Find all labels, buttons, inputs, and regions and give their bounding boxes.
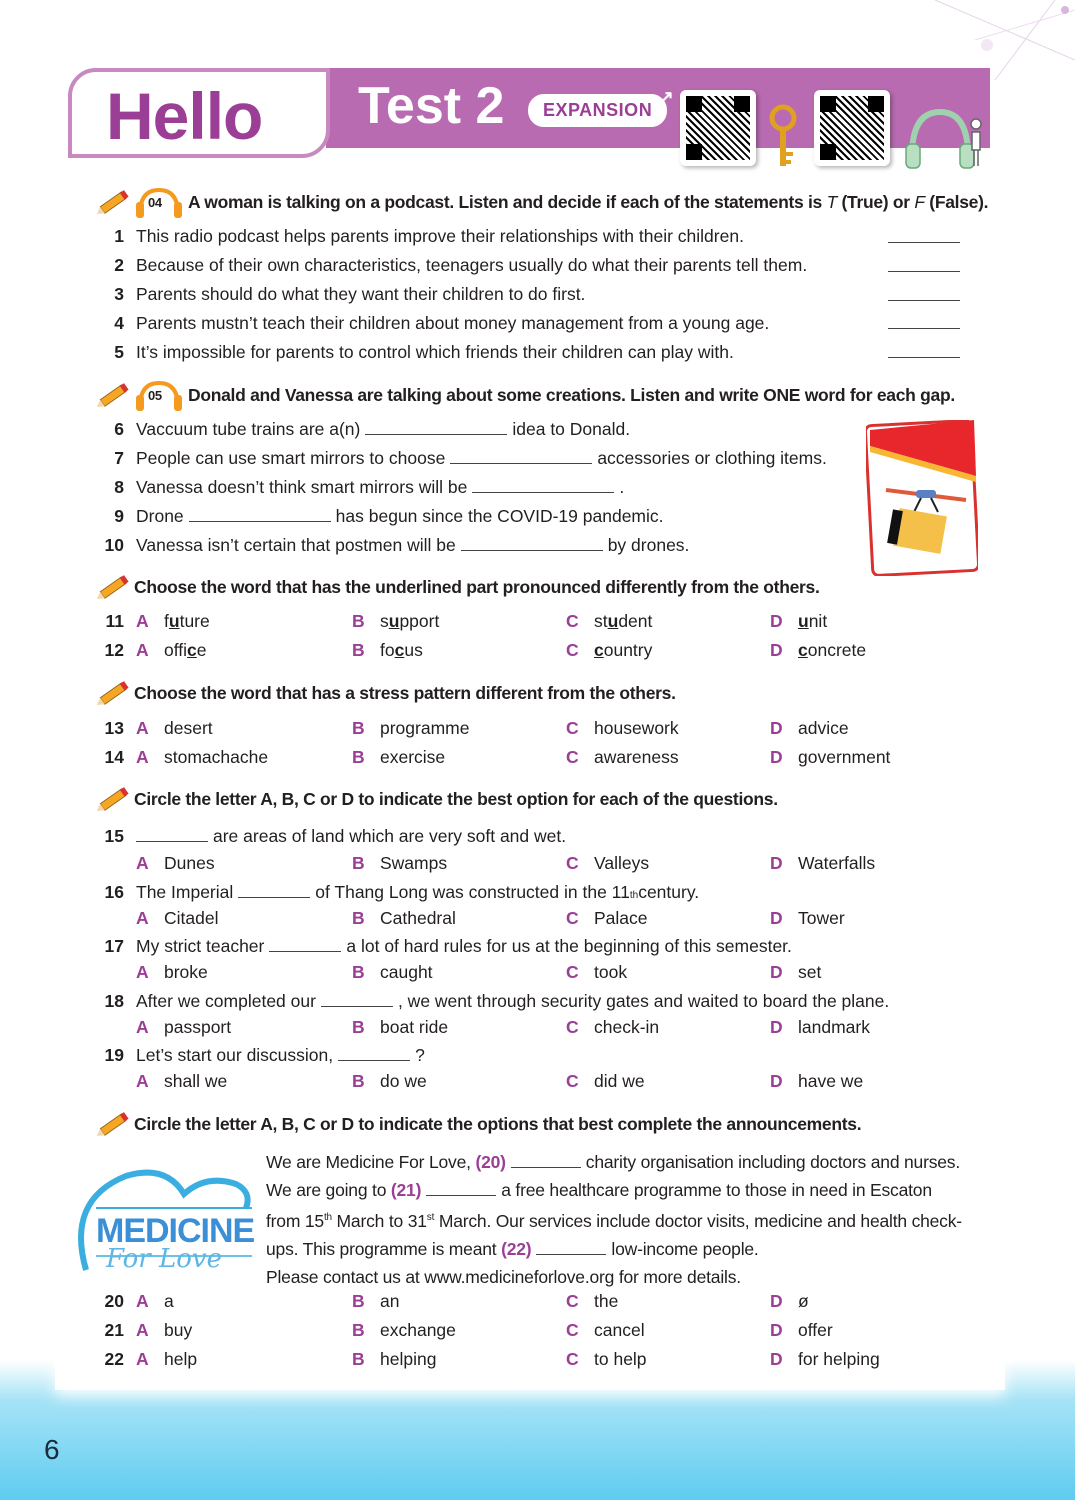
question-row: 13 A desert B programme C housework D advice <box>104 718 849 738</box>
key-icon[interactable] <box>768 104 798 170</box>
answer-blank[interactable] <box>450 450 592 464</box>
page-header <box>68 68 990 160</box>
option-b[interactable]: B helping <box>352 1349 437 1369</box>
audio-track-badge[interactable] <box>134 379 184 411</box>
option-b[interactable]: B exercise <box>352 747 446 767</box>
options-row <box>100 1017 1000 1041</box>
option-d[interactable]: D offer <box>770 1320 833 1340</box>
question-row: 14 A stomachache B exercise C awareness D government <box>104 747 891 767</box>
option-b[interactable]: B exchange <box>352 1320 456 1340</box>
section-5-heading <box>96 784 778 814</box>
answer-blank[interactable] <box>511 1154 581 1168</box>
qr-code-icon[interactable] <box>814 90 890 166</box>
answer-blank[interactable] <box>888 328 960 329</box>
section-2-heading <box>96 379 955 411</box>
instruction-text: Donald and Vanessa are talking about some creations. Listen and write ONE word for each gap. <box>188 384 955 405</box>
option-b[interactable]: B fo c us <box>352 640 423 660</box>
answer-blank[interactable] <box>461 537 603 551</box>
answer-blank[interactable] <box>426 1182 496 1196</box>
option-a[interactable]: A desert <box>136 718 213 738</box>
answer-blank[interactable] <box>136 828 208 842</box>
option-a[interactable]: A buy <box>136 1320 193 1340</box>
pencil-icon <box>96 187 132 217</box>
expansion-badge <box>528 87 675 127</box>
announcement-text: We are Medicine For Love, (20) charity organisation including doctors and nurses. We are going to (21) a free healthcare programme to those in need in Escaton from 15th March to 31st March. Our services include doctor visits, medicine and health check- ups. This programme is meant (22) low-income people. Please contact us at www.medicineforlove.org for more details. <box>266 1152 962 1287</box>
answer-blank[interactable] <box>238 884 310 898</box>
answer-blank[interactable] <box>888 271 960 272</box>
answer-blank[interactable] <box>338 1047 410 1061</box>
question-row: 4 Parents mustn’t teach their children about money management from a young age. <box>114 313 770 333</box>
pencil-icon <box>96 678 132 708</box>
question-row: 20 A a B an C the D ø <box>104 1291 809 1311</box>
pencil-icon <box>96 380 132 410</box>
option-d[interactable]: D ø <box>770 1291 809 1311</box>
option-d[interactable]: D landmark <box>770 1017 870 1037</box>
option-c[interactable]: C did we <box>566 1071 645 1091</box>
option-c[interactable]: C housework <box>566 718 679 738</box>
question-row: 10 Vanessa isn’t certain that postmen will be by drones. <box>104 535 690 555</box>
option-c[interactable]: C the <box>566 1291 619 1311</box>
answer-blank[interactable] <box>321 993 393 1007</box>
brand-box <box>68 68 330 158</box>
option-b[interactable]: B boat ride <box>352 1017 449 1037</box>
instruction-text: Circle the letter A, B, C or D to indicate the best option for each of the questions. <box>134 788 778 809</box>
option-d[interactable]: D government <box>770 747 891 767</box>
options-row <box>100 962 1000 986</box>
arrow-icon: ↗ <box>658 87 675 107</box>
answer-blank[interactable] <box>888 242 960 243</box>
question-row: 2 Because of their own characteristics, teenagers usually do what their parents tell them. <box>114 255 808 275</box>
instruction-text: A woman is talking on a podcast. Listen and decide if each of the statements is T (True) or F (False). <box>188 191 989 212</box>
section-6-heading <box>96 1109 861 1139</box>
pencil-icon <box>96 1109 132 1139</box>
option-a[interactable]: A offi c e <box>136 640 207 660</box>
headphones-icon[interactable] <box>904 106 984 170</box>
option-c[interactable]: C st u dent <box>566 611 653 631</box>
audio-track-number: 04 <box>148 195 162 210</box>
question-row: 1 This radio podcast helps parents improve their relationships with their children. <box>114 226 744 246</box>
answer-blank[interactable] <box>365 421 507 435</box>
drone-delivery-illustration <box>866 420 978 576</box>
pencil-icon <box>96 572 132 602</box>
option-b[interactable]: B caught <box>352 962 433 982</box>
option-a[interactable]: A help <box>136 1349 198 1369</box>
expansion-label: EXPANSION <box>543 100 653 120</box>
question-row: 11 A f u ture B s u pport C st u dent D u nit <box>105 611 828 631</box>
question-row: 22 A help B helping C to help D for helping <box>104 1349 880 1369</box>
option-a[interactable]: A stomachache <box>136 747 269 767</box>
audio-track-badge[interactable] <box>134 186 184 218</box>
option-d[interactable]: D advice <box>770 718 849 738</box>
answer-blank[interactable] <box>269 938 341 952</box>
option-c[interactable]: C cancel <box>566 1320 645 1340</box>
question-row: 15 are areas of land which are very soft and wet. <box>104 826 567 846</box>
option-d[interactable]: D Tower <box>770 908 845 928</box>
question-row: 5 It’s impossible for parents to control which friends their children can play with. <box>114 342 734 362</box>
question-row: 7 People can use smart mirrors to choose accessories or clothing items. <box>114 448 827 468</box>
instruction-text: Choose the word that has the underlined part pronounced differently from the others. <box>134 576 820 597</box>
audio-track-number: 05 <box>148 388 162 403</box>
question-row: 21 A buy B exchange C cancel D offer <box>104 1320 833 1340</box>
section-3-heading <box>96 572 820 602</box>
qr-code-icon[interactable] <box>680 90 756 166</box>
option-a[interactable]: A Citadel <box>136 908 219 928</box>
question-row: 16 The Imperial of Thang Long was constructed in the 11 th century. <box>104 882 700 902</box>
question-row: 19 Let’s start our discussion, ? <box>104 1045 425 1065</box>
page-number: 6 <box>44 1434 60 1465</box>
option-b[interactable]: B Swamps <box>352 853 448 873</box>
instruction-text: Circle the letter A, B, C or D to indicate the options that best complete the announcements. <box>134 1113 862 1134</box>
option-c[interactable]: C awareness <box>566 747 679 767</box>
options-row <box>100 1071 1000 1095</box>
option-a[interactable]: A broke <box>136 962 208 982</box>
option-c[interactable]: C Valleys <box>566 853 650 873</box>
logo-main-text: MEDICINE <box>96 1212 255 1250</box>
option-b[interactable]: B s u pport <box>352 611 440 631</box>
test-title: Test 2 <box>358 77 505 135</box>
option-b[interactable]: B do we <box>352 1071 427 1091</box>
option-c[interactable]: C check-in <box>566 1017 660 1037</box>
option-b[interactable]: B an <box>352 1291 400 1311</box>
option-d[interactable]: D set <box>770 962 822 982</box>
section-4-heading <box>96 678 676 708</box>
options-row <box>100 853 1000 877</box>
answer-blank[interactable] <box>536 1241 606 1255</box>
medicine-for-love-logo <box>66 1160 258 1285</box>
answer-blank[interactable] <box>189 508 331 522</box>
options-row <box>100 908 1000 932</box>
option-b[interactable]: B programme <box>352 718 470 738</box>
option-a[interactable]: A a <box>136 1291 174 1311</box>
brand-logo: Hello <box>106 79 263 153</box>
option-d[interactable]: D Waterfalls <box>770 853 876 873</box>
question-row: 17 My strict teacher a lot of hard rules for us at the beginning of this semester. <box>104 936 792 956</box>
option-d[interactable]: D u nit <box>770 611 828 631</box>
question-row: 6 Vaccuum tube trains are a(n) idea to Donald. <box>114 419 631 439</box>
pencil-icon <box>96 784 132 814</box>
option-a[interactable]: A shall we <box>136 1071 228 1091</box>
question-row: 12 A offi c e B fo c us C c ountry D c oncrete <box>104 640 867 660</box>
question-row: 18 After we completed our , we went through security gates and waited to board the plane. <box>104 991 890 1011</box>
option-b[interactable]: B Cathedral <box>352 908 456 928</box>
option-d[interactable]: D c oncrete <box>770 640 867 660</box>
option-c[interactable]: C to help <box>566 1349 647 1369</box>
answer-blank[interactable] <box>472 479 614 493</box>
section-1-heading <box>96 186 988 218</box>
option-c[interactable]: C c ountry <box>566 640 653 660</box>
question-row: 9 Drone has begun since the COVID-19 pandemic. <box>114 506 664 526</box>
option-c[interactable]: C Palace <box>566 908 648 928</box>
answer-blank[interactable] <box>888 300 960 301</box>
option-c[interactable]: C took <box>566 962 628 982</box>
logo-script-text: For Love <box>106 1244 222 1274</box>
question-row: 3 Parents should do what they want their children to do first. <box>114 284 586 304</box>
option-a[interactable]: A f u ture <box>136 611 210 631</box>
question-row: 8 Vanessa doesn’t think smart mirrors will be . <box>114 477 625 497</box>
option-d[interactable]: D for helping <box>770 1349 880 1369</box>
answer-blank[interactable] <box>888 357 960 358</box>
option-d[interactable]: D have we <box>770 1071 864 1091</box>
option-a[interactable]: A passport <box>136 1017 232 1037</box>
option-a[interactable]: A Dunes <box>136 853 215 873</box>
instruction-text: Choose the word that has a stress pattern different from the others. <box>134 682 676 703</box>
